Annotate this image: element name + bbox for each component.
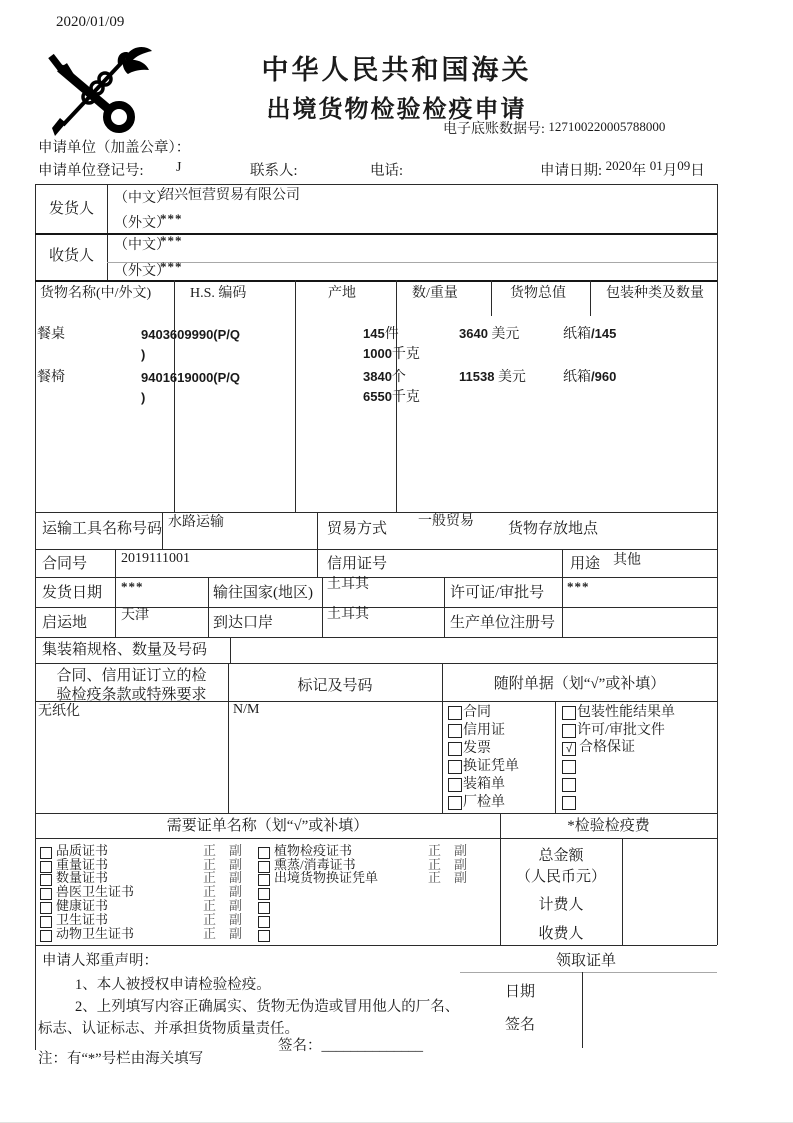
cert-original-label: 正 (428, 857, 442, 872)
doc-label-contract: 合同 (463, 705, 491, 720)
goods-pack (563, 370, 616, 386)
arrival-port-value: 土耳其 (327, 607, 369, 622)
doc-checkbox-permit-doc[interactable] (562, 724, 576, 738)
cert-label-health: 健康证书 (56, 898, 109, 913)
vehicle-value: 水路运输 (168, 515, 224, 530)
vehicle-label: 运输工具名称号码 (42, 521, 163, 537)
applicant-reg-label: 申请单位登记号: (38, 163, 144, 179)
apply-date-label: 申请日期: (540, 163, 603, 179)
cert-copy-label: 副 (229, 857, 243, 872)
fee-header: *检验检疫费 (567, 818, 650, 834)
day-char: 日 (690, 163, 705, 179)
apply-date-line (540, 158, 705, 180)
consignor-cn-label: （中文） (114, 191, 170, 206)
goods-qty-2 (363, 347, 420, 363)
goods-col-qty: 数/重量 (412, 286, 458, 301)
goods-pack-num: /145 (591, 326, 617, 341)
cert-label-quantity: 数量证书 (56, 870, 109, 885)
usage-label: 用途 (570, 556, 601, 572)
storage-place-label: 货物存放地点 (508, 521, 599, 537)
doc-checkbox-package-result[interactable] (562, 706, 576, 720)
signature-blank: ______________ (321, 1038, 423, 1054)
consignor-label: 发货人 (49, 201, 95, 217)
doc-label-invoice: 发票 (463, 741, 491, 756)
cert-copy-label: 副 (229, 870, 243, 885)
goods-col-origin: 产地 (328, 286, 356, 301)
doc-checkbox-contract[interactable] (448, 706, 462, 720)
permit-no-label: 许可证/审批号 (450, 585, 545, 601)
trade-mode-label: 贸易方式 (327, 521, 388, 537)
producer-reg-label: 生产单位注册号 (450, 615, 556, 631)
doc-checkbox-quality-guarantee[interactable]: √ (562, 742, 576, 756)
terms-header-line2: 验检疫条款或特殊要求 (56, 687, 207, 703)
declaration-line-2: 2、上列填写内容正确属实、货物无伪造或冒用他人的厂名、 (75, 999, 460, 1015)
cert-checkbox-weight[interactable] (40, 861, 52, 873)
doc-label-factory-check: 厂检单 (463, 795, 505, 810)
doc-label-exchange: 换证凭单 (463, 759, 519, 774)
consignee-label: 收货人 (49, 248, 95, 264)
consignor-foreign-label: （外文） (114, 216, 170, 231)
cert-checkbox-health[interactable] (40, 902, 52, 914)
cert-copy-label: 副 (454, 843, 468, 858)
cert-original-label: 正 (203, 926, 217, 941)
year-char: 年 (631, 163, 647, 179)
terms-header-line1: 合同、信用证订立的检 (56, 668, 207, 684)
cert-label-exit-exchange: 出境货物换证凭单 (274, 870, 379, 885)
goods-pack-num: /960 (591, 369, 617, 384)
doc-label-package-result: 包装性能结果单 (577, 705, 675, 720)
goods-qty-1 (363, 370, 406, 386)
goods-col-value: 货物总值 (510, 286, 566, 301)
ledger-number: 127100220005788000 (548, 119, 666, 134)
goods-name: 餐椅 (37, 370, 65, 385)
consignor-cn-value: 绍兴恒营贸易有限公司 (160, 188, 300, 203)
goods-pack-type: 纸箱 (563, 327, 591, 342)
pickup-title: 领取证单 (556, 953, 617, 969)
marks-value: N/M (233, 702, 260, 717)
cert-original-label: 正 (203, 898, 217, 913)
doc-label-quality-guarantee: 合格保证 (579, 740, 635, 755)
pickup-date-label: 日期 (505, 984, 536, 1000)
goods-qty-1-unit: 件 (384, 327, 399, 342)
departure-value: 天津 (121, 608, 149, 623)
cert-checkbox-quality[interactable] (40, 847, 52, 859)
goods-qty-2-num: 6550 (363, 389, 392, 404)
goods-qty-1-num: 3840 (363, 369, 392, 384)
goods-qty-1-unit: 个 (391, 370, 406, 385)
cert-checkbox-blank-2[interactable] (258, 902, 270, 914)
declaration-line-3: 标志、认证标志、并承担货物质量责任。 (38, 1021, 299, 1037)
goods-pack (563, 327, 616, 343)
goods-qty-2-unit: 千克 (391, 390, 420, 405)
cert-checkbox-hygiene[interactable] (40, 916, 52, 928)
marks-header: 标记及号码 (297, 678, 373, 694)
cert-copy-label: 副 (229, 898, 243, 913)
contract-no-value: 2019111001 (121, 551, 190, 566)
goods-qty-2-num: 1000 (363, 346, 392, 361)
cert-copy-label: 副 (454, 870, 468, 885)
applicant-reg-value: J (176, 160, 182, 175)
cert-original-label: 正 (203, 884, 217, 899)
print-date: 2020/01/09 (56, 14, 125, 30)
dest-country-label: 输往国家(地区) (213, 585, 313, 601)
fee-total-unit-label: （人民币元） (515, 869, 606, 885)
doc-checkbox-factory-check[interactable] (448, 796, 462, 810)
credit-no-label: 信用证号 (327, 556, 388, 572)
cert-label-weight: 重量证书 (56, 857, 109, 872)
ledger-number-line (443, 119, 666, 138)
contact-label: 联系人: (250, 163, 298, 179)
goods-value (459, 370, 526, 386)
cert-original-label: 正 (428, 843, 442, 858)
goods-col-pack: 包装种类及数量 (606, 286, 704, 301)
cert-checkbox-quantity[interactable] (40, 874, 52, 886)
goods-qty-2 (363, 390, 420, 406)
declaration-title: 申请人郑重声明： (42, 953, 158, 969)
phone-label: 电话: (370, 163, 404, 179)
consignee-cn-label: （中文） (114, 238, 170, 253)
goods-value-num: 3640 (459, 326, 488, 341)
doc-checkbox-packing-list[interactable] (448, 778, 462, 792)
goods-hs-code: 9403609990(P/Q (141, 327, 241, 342)
declaration-signature-line (278, 1038, 423, 1055)
cert-checkbox-blank-4[interactable] (258, 930, 270, 942)
ledger-label: 电子底账数据号: (443, 122, 545, 137)
doc-checkbox-blank-3[interactable] (562, 796, 576, 810)
declaration-line-1: 1、本人被授权申请检验检疫。 (75, 977, 271, 993)
goods-pack-type: 纸箱 (563, 370, 591, 385)
doc-checkbox-blank-2[interactable] (562, 778, 576, 792)
dest-country-value: 土耳其 (327, 577, 369, 592)
form-subtitle: 出境货物检验检疫申请 (266, 97, 527, 123)
goods-name: 餐桌 (37, 327, 65, 342)
ship-date-value: *** (121, 579, 144, 594)
doc-label-permit-doc: 许可/审批文件 (577, 723, 665, 738)
goods-qty-2-unit: 千克 (391, 347, 420, 362)
cert-checkbox-plant-quarantine[interactable] (258, 847, 270, 859)
fee-biller-label: 计费人 (538, 897, 584, 913)
footer-note: 注：有“*”号栏由海关填写 (38, 1051, 204, 1067)
goods-value-unit: 美元 (497, 370, 526, 385)
goods-hs-code-wrap: ) (141, 390, 146, 405)
permit-no-value: *** (567, 579, 590, 594)
usage-value: 其他 (613, 553, 641, 568)
consignee-foreign-value: *** (160, 259, 183, 274)
goods-qty-1-num: 145 (363, 326, 385, 341)
cert-checkbox-fumigation[interactable] (258, 861, 270, 873)
docs-header: 随附单据（划“√”或补填） (493, 676, 666, 692)
terms-value: 无纸化 (38, 704, 80, 719)
cert-original-label: 正 (203, 912, 217, 927)
cert-checkbox-animal-hygiene[interactable] (40, 930, 52, 942)
cert-label-hygiene: 卫生证书 (56, 912, 109, 927)
signature-label: 签名： (278, 1038, 322, 1054)
cert-original-label: 正 (203, 857, 217, 872)
departure-label: 启运地 (42, 615, 88, 631)
apply-date-day: 09 (677, 158, 691, 173)
apply-date-month: 01 (649, 158, 663, 173)
applicant-unit-label: 申请单位（加盖公章）： (38, 140, 191, 156)
cert-label-animal-hygiene: 动物卫生证书 (56, 926, 135, 941)
doc-checkbox-blank-1[interactable] (562, 760, 576, 774)
apply-date-year: 2020 (605, 158, 632, 173)
cert-label-fumigation: 熏蒸/消毒证书 (274, 857, 356, 872)
goods-qty-1 (363, 327, 399, 343)
consignee-cn-value: *** (160, 233, 183, 248)
goods-hs-code-wrap: ) (141, 347, 146, 362)
pickup-sign-label: 签名 (505, 1017, 536, 1033)
cert-copy-label: 副 (454, 857, 468, 872)
cert-label-quality: 品质证书 (56, 843, 109, 858)
cert-checkbox-vet-hygiene[interactable] (40, 888, 52, 900)
form-title-cn: 中华人民共和国海关 (261, 55, 532, 85)
container-label: 集装箱规格、数量及号码 (42, 642, 208, 658)
cert-copy-label: 副 (229, 912, 243, 927)
cert-label-vet-hygiene: 兽医卫生证书 (56, 884, 135, 899)
goods-col-hs: H.S. 编码 (190, 286, 247, 301)
doc-checkbox-invoice[interactable] (448, 742, 462, 756)
doc-label-packing-list: 装箱单 (463, 777, 505, 792)
cert-original-label: 正 (428, 870, 442, 885)
fee-total-label: 总金额 (538, 848, 584, 864)
cert-checkbox-blank-1[interactable] (258, 888, 270, 900)
certs-header: 需要证单名称（划“√”或补填） (166, 818, 369, 834)
cert-checkbox-blank-3[interactable] (258, 916, 270, 928)
consignor-foreign-value: *** (160, 211, 183, 226)
fee-collector-label: 收费人 (538, 926, 584, 942)
doc-checkbox-exchange[interactable] (448, 760, 462, 774)
cert-checkbox-exit-exchange[interactable] (258, 874, 270, 886)
goods-value-num: 11538 (459, 369, 495, 384)
cert-label-plant-quarantine: 植物检疫证书 (274, 843, 353, 858)
trade-mode-value: 一般贸易 (418, 514, 474, 529)
goods-value-unit: 美元 (491, 327, 520, 342)
cert-original-label: 正 (203, 870, 217, 885)
cert-copy-label: 副 (229, 926, 243, 941)
consignee-foreign-label: （外文） (114, 264, 170, 279)
goods-hs-code: 9401619000(P/Q (141, 370, 241, 385)
ship-date-label: 发货日期 (42, 585, 103, 601)
goods-value (459, 327, 519, 343)
doc-checkbox-credit[interactable] (448, 724, 462, 738)
cert-copy-label: 副 (229, 884, 243, 899)
cert-original-label: 正 (203, 843, 217, 858)
month-char: 月 (662, 163, 678, 179)
doc-label-credit: 信用证 (463, 723, 505, 738)
goods-col-name: 货物名称(中/外文) (40, 286, 152, 301)
arrival-port-label: 到达口岸 (213, 615, 274, 631)
contract-no-label: 合同号 (42, 556, 88, 572)
cert-copy-label: 副 (229, 843, 243, 858)
